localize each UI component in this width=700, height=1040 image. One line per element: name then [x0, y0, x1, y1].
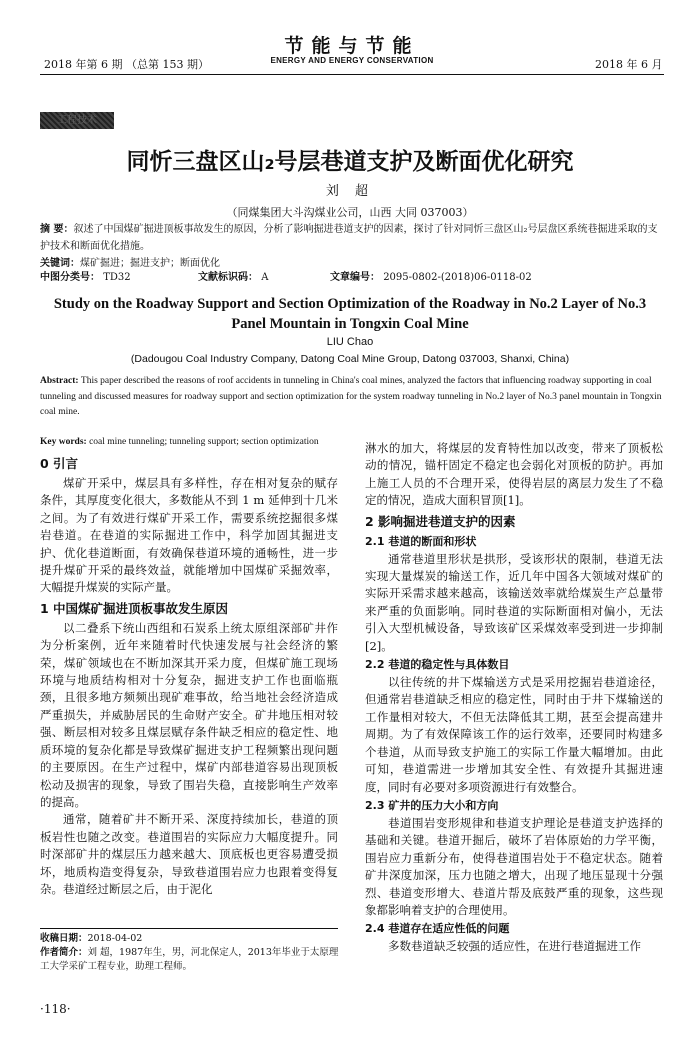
header-right: 2018 年 6 月	[595, 58, 663, 71]
journal-masthead	[252, 36, 452, 65]
english-title-line2: Panel Mountain in Tongxin Coal Mine	[231, 316, 469, 332]
author-bio	[40, 946, 340, 974]
section-tag-label: 工程技术	[57, 115, 97, 126]
art-label: 文章编号：	[330, 272, 380, 283]
doc-label: 文献标识码：	[198, 272, 258, 283]
english-keywords-text: coal mine tunneling; tunneling support; section optimization	[89, 437, 319, 447]
right-column	[365, 440, 663, 956]
art-value: 2095-0802-(2018)06-0118-02	[383, 272, 532, 283]
subsection-heading: 2.1 巷道的断面和形状	[365, 534, 477, 548]
english-abstract	[40, 374, 664, 421]
abstract-label: 摘 要：	[40, 224, 74, 235]
abstract-block	[40, 221, 660, 272]
footnote-rule	[40, 928, 338, 929]
paragraph: 通常，随着矿井不断开采、深度持续加长，巷道的顶板岩性也随之改变。巷道围岩的实际应力大幅度提升。同时深部矿井的煤层压力越来越大、顶底板也更容易遭受损坏，地质构造变得复杂，导致巷道围岩应力也跟着变得复杂。巷道经过断层之后，由于泥化	[40, 812, 338, 896]
paragraph: 淋水的加大，将煤层的发育特性加以改变，带来了顶板松动的情况，锚杆固定不稳定也会弱化对顶板的防护。再加上施工人员的不合理开采，使得岩层的离层力发生了不稳定的情况，造成大面积冒顶[1]。	[365, 441, 663, 508]
english-author: LIU Chao	[326, 336, 374, 348]
clc-label: 中图分类号：	[40, 272, 100, 283]
clc-value: TD32	[103, 272, 131, 283]
journal-title-cn: 节能与节能	[284, 35, 420, 57]
affiliation: （同煤集团大斗沟煤业公司，山西 大同 037003）	[226, 206, 474, 219]
journal-title-en: ENERGY AND ENERGY CONSERVATION	[270, 56, 434, 65]
section-heading: 1 中国煤矿掘进顶板事故发生原因	[40, 600, 229, 616]
header-rule	[40, 74, 664, 75]
article-title: 同忻三盘区山₂号层巷道支护及断面优化研究	[126, 149, 574, 175]
abstract	[40, 221, 660, 255]
author: 刘 超	[325, 184, 375, 199]
header-left: 2018 年第 6 期 （总第 153 期）	[44, 58, 209, 71]
subsection-heading: 2.3 矿井的压力大小和方向	[365, 798, 499, 812]
english-title	[30, 294, 670, 334]
keywords-label: 关键词：	[40, 258, 80, 269]
received-label: 收稿日期：	[40, 933, 88, 944]
doc-value: A	[261, 272, 269, 283]
received-value: 2018-04-02	[87, 933, 143, 944]
english-title-line1: Study on the Roadway Support and Section Optimization of the Roadway in No.2 Layer of No.3	[53, 296, 647, 312]
page-number: ·118·	[40, 1002, 71, 1016]
subsection-heading: 2.2 巷道的稳定性与具体数目	[365, 658, 510, 672]
paragraph: 巷道围岩变形规律和巷道支护理论是巷道支护选择的基础和关键。巷道开掘后，破坏了岩体原始的力学平衡，围岩应力重新分布，使得巷道围岩处于不稳定状态。随着矿井深度加深，压力也随之增大，出现了地压显现十分强烈、巷道变形增大、巷道片帮及底鼓严重的现象，这些现象都影响着支护的合理使用。	[365, 815, 663, 917]
paragraph: 以往传统的井下煤输送方式是采用挖掘岩巷道途径，但通常岩巷道缺乏相应的稳定性，同时由于井下煤输送的工作量相对较大，不但无法降低其工期，甚至会提高建井周期。为了有效保障该工作的运行效率，还要同时构建多个巷道，从而导致支护施工的实际工作量大幅增加。由此可知，巷道需进一步增加其安全性、有效提升其掘进速度，同时有必要对多项资源进行有效整合。	[365, 675, 663, 794]
paragraph: 以二叠系下统山西组和石炭系上统太原组深部矿井作为分析案例，近年来随着时代快速发展与社会经济的繁荣，煤矿领域也在不断加深其开采力度，但煤矿施工现场环境与地质结构相对十分复杂，掘进支护工作也面临瓶颈，且很多地方频频出现矿难事故，给当地社会经济造成严重损失，并威胁居民的生命财产安全。矿井地压相对较强、断层相对较多且煤层赋存条件缺乏相应的稳定性、地质环境的复杂化都是导致煤矿掘进支护工程频繁出现问题的主要原因。在生产过程中，煤矿内部巷道容易出现顶板松动及损害的现象，导致了围岩失稳，直接影响生产效率的提高。	[40, 620, 338, 809]
english-abstract-text: This paper described the reasons of roof accidents in tunneling in China's coal mines, analyzed the factors that influencing roadway supporting in coal tunneling and discussed measures for roadway support and section optimization for the system roadway tunneling in No.2 layer of No.3 panel mountain in Tongxin coal mine.	[40, 376, 662, 417]
paragraph: 多数巷道缺乏较强的适应性，在进行巷道掘进工作	[388, 939, 641, 954]
subsection-heading: 2.4 巷道存在适应性低的问题	[365, 922, 510, 936]
abstract-text: 叙述了中国煤矿掘进顶板事故发生的原因，分析了影响掘进巷道支护的因素，探讨了针对同忻三盘区山₂号层盘区系统巷掘进采取的支护技术和断面优化措施。	[40, 224, 658, 252]
section-heading: 2 影响掘进巷道支护的因素	[365, 513, 516, 529]
paragraph: 煤矿开采中，煤层具有多样性，存在相对复杂的赋存条件，其厚度变化很大，多数能从不到 1 m 延伸到十几米之间。为了有效进行煤矿开采工作，需要系统挖掘很多煤岩巷道。在巷道的实际掘进工作中，科学加固其掘进支护、优化巷道断面，有效确保巷道环境的通畅性，进一步提升煤矿开采的最终效益，就能增加中国煤矿采掘效率，大幅提升煤炭的实际产量。	[40, 476, 338, 595]
bio-label: 作者简介：	[40, 947, 88, 958]
english-keywords-label: Key words:	[40, 437, 87, 447]
clc-number	[40, 268, 131, 283]
received-date	[40, 932, 340, 946]
left-column	[40, 452, 338, 898]
footnote	[40, 932, 340, 974]
article-number	[330, 268, 532, 283]
english-abstract-label: Abstract:	[40, 376, 79, 386]
section-heading: 0 引言	[40, 456, 79, 471]
section-tag	[40, 112, 114, 129]
keywords-text: 煤矿掘进；掘进支护；断面优化	[80, 258, 220, 269]
paragraph: 通常巷道里形状是拱形，受该形状的限制，巷道无法实现大量煤炭的输送工作，近几年中国各大领域对煤矿的实际开采需求越来越高，该输送效率就给煤炭生产总量带来严重的负面影响。同时巷道的实际断面相对偏小，无法引入大型机械设备，导致该矿区采煤效率受到进一步抑制[2]。	[365, 551, 663, 653]
bio-text: 刘 超，1987年生，男，河北保定人，2013年毕业于太原理工大学采矿工程专业，助理工程师。	[40, 947, 339, 972]
english-affiliation: (Dadougou Coal Industry Company, Datong Coal Mine Group, Datong 037003, Shanxi, China)	[130, 353, 570, 365]
doc-code	[198, 268, 268, 283]
